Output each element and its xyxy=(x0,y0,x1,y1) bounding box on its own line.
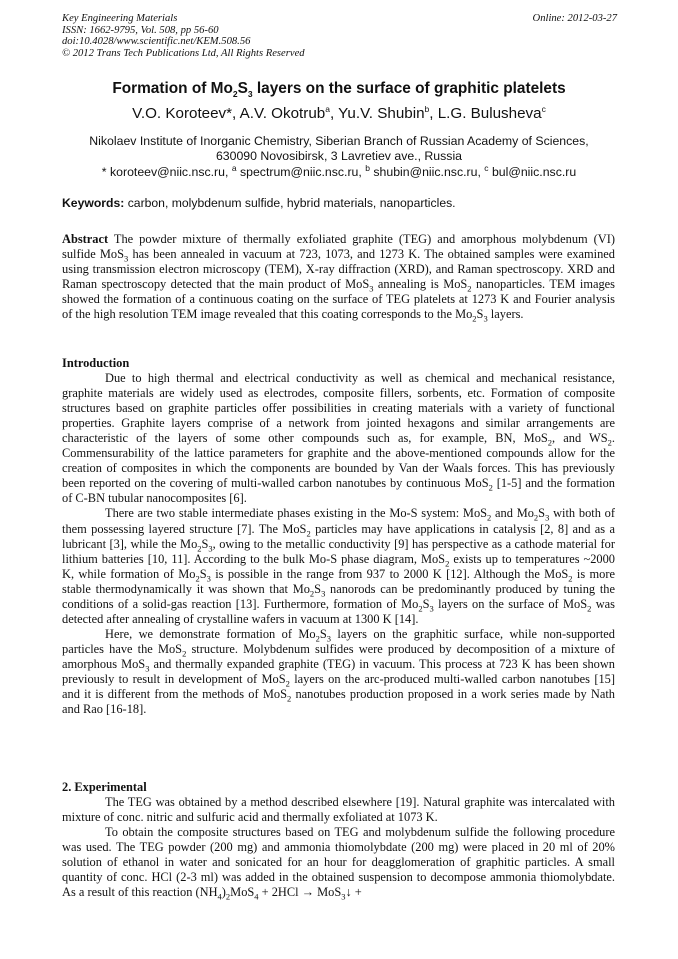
running-header xyxy=(62,13,617,59)
affiliation: Nikolaev Institute of Inorganic Chemistry, Siberian Branch of Russian Academy of Sciences, 630090 Novosibirsk, 3 Lavretiev ave., Russia * koroteev@niic.nsc.ru, $^a$ spectrum@niic.nsc.ru, $^b$ shubin@niic.nsc.ru, $^c$ bul@niic.nsc.ru xyxy=(0,134,678,180)
doi: doi:10.4028/www.scientific.net/KEM.508.56 xyxy=(62,36,251,48)
introduction-section xyxy=(62,356,615,717)
intro-paragraph-3: Here, we demonstrate formation of $Mo_2S_3$ layers on the graphitic surface, while non-supported particles have the MoS$_2$ structure. Molybdenum sulfides were produced by decomposition of a mixture of amorphous MoS$_3$ and thermally expanded graphite (TEG) in vacuum. This process at 723 K has been shown previously to result in development of MoS$_2$ layers on the arc-produced multi-walled carbon nanotubes [15] and it is different from the methods of MoS$_2$ nanotubes production proposed in a work series made by Nath and Rao [16-18]. xyxy=(62,626,616,717)
introduction-heading: Introduction xyxy=(62,356,130,370)
intro-paragraph-2: There are two stable intermediate phases existing in the Mo-S system: MoS$_2$ and $Mo_2S_3$ with both of them possessing layered structure [7]. The MoS$_2$ particles may have applications in catalysis [2, 8] and as a lubricant [3], while the $Mo_2S_3$, owing to the metallic conductivity [9] has perspective as a cathode material for lithium batteries [10, 11]. According to the bulk Mo-S phase diagram, MoS$_2$ exists up to temperatures ~2000 K, while formation of $Mo_2S_3$ is possible in the range from 937 to 2000 K [12]. Although the MoS$_2$ is more stable thermodynamically it was shown that $Mo_2S_3$ nanorods can be predominantly produced by tuning the conditions of a solid-gas reaction [13]. Furthermore, formation of $Mo_2S_3$ layers on the surface of MoS$_2$ was detected after annealing of crystalline wafers in vacuum at 1300 K [14]. xyxy=(62,506,616,626)
emails: * koroteev@niic.nsc.ru, $^a$ spectrum@niic.nsc.ru, $^b$ shubin@niic.nsc.ru, $^c$ bul@niic.nsc.ru xyxy=(101,162,577,179)
copyright: © 2012 Trans Tech Publications Ltd, All Rights Reserved xyxy=(62,47,305,59)
issn: ISSN: 1662-9795, Vol. 508, pp 56-60 xyxy=(62,24,219,36)
keywords: Keywords: carbon, molybdenum sulfide, hybrid materials, nanoparticles. xyxy=(62,196,456,210)
paper-title: Formation of $Mo_2S_3$ layers on the surface of graphitic platelets xyxy=(112,80,566,100)
experimental-paragraph-2: To obtain the composite structures based on TEG and molybdenum sulfide the following procedure was used. The TEG powder (200 mg) and ammonia thiomolybdate (200 mg) were placed in 20 ml of 20% solution of ethanol in water and sonicated for an hour for deagglomeration of graphitic particles. A small quantity of conc. HCl (2-3 ml) was added in the obtained suspension to decompose ammonia thiomolybdate. As a result of this reaction $(NH_4)_2MoS_4 + 2HCl$ → MoS$_3$↓ + xyxy=(62,825,615,902)
experimental-heading: 2. Experimental xyxy=(62,780,147,794)
online-date: Online: 2012-03-27 xyxy=(532,13,617,24)
experimental-section xyxy=(62,780,615,900)
abstract: Abstract The powder mixture of thermally exfoliated graphite (TEG) and amorphous molybdenum (VI) sulfide MoS$_3$ has been annealed in vacuum at 723, 1073, and 1273 K. The obtained samples were examined using transmission electron microscopy (TEM), X-ray diffraction (XRD), and Raman spectroscopy. XRD and Raman spectroscopy detected that the main product of MoS$_3$ annealing is MoS$_2$ nanoparticles. TEM images showed the formation of a continuous coating on the surface of TEG platelets at 1273 K and Fourier analysis of the high resolution TEM image revealed that this coating corresponds to the $Mo_2S_3$ layers. xyxy=(62,232,616,324)
experimental-paragraph-1: The TEG was obtained by a method described elsewhere [19]. Natural graphite was intercalated with mixture of conc. nitric and sulfuric acid and thermally exfoliated at 1073 K. xyxy=(62,795,615,825)
authors: V.O. Koroteev*, A.V. Okotrub$^a$, Yu.V. Shubin$^b$, L.G. Bulusheva$^c$ xyxy=(132,103,546,122)
journal-name: Key Engineering Materials xyxy=(62,13,178,24)
intro-paragraph-1: Due to high thermal and electrical conductivity as well as chemical and mechanical resistance, graphite materials are widely used as electrodes, composite fillers, sorbents, etc. Formation of composite structures based on graphite particles offer possibilities in creating materials with a variety of functional properties. Graphite layers comprise of a network from jointed hexagons and similar arrangements are characteristic of the layers of some other compounds such as, for example, BN, MoS$_2$, and $WS_2$. Commensurability of the lattice parameters for graphite and the above-mentioned compounds allow for the creation of composites in which the components are bounded by Van der Waals forces. This has previously been reported on the covering of multi-walled carbon nanotubes by continuous MoS$_2$ [1-5] and the formation of C-BN tubular nanocomposites [6]. xyxy=(62,371,615,506)
